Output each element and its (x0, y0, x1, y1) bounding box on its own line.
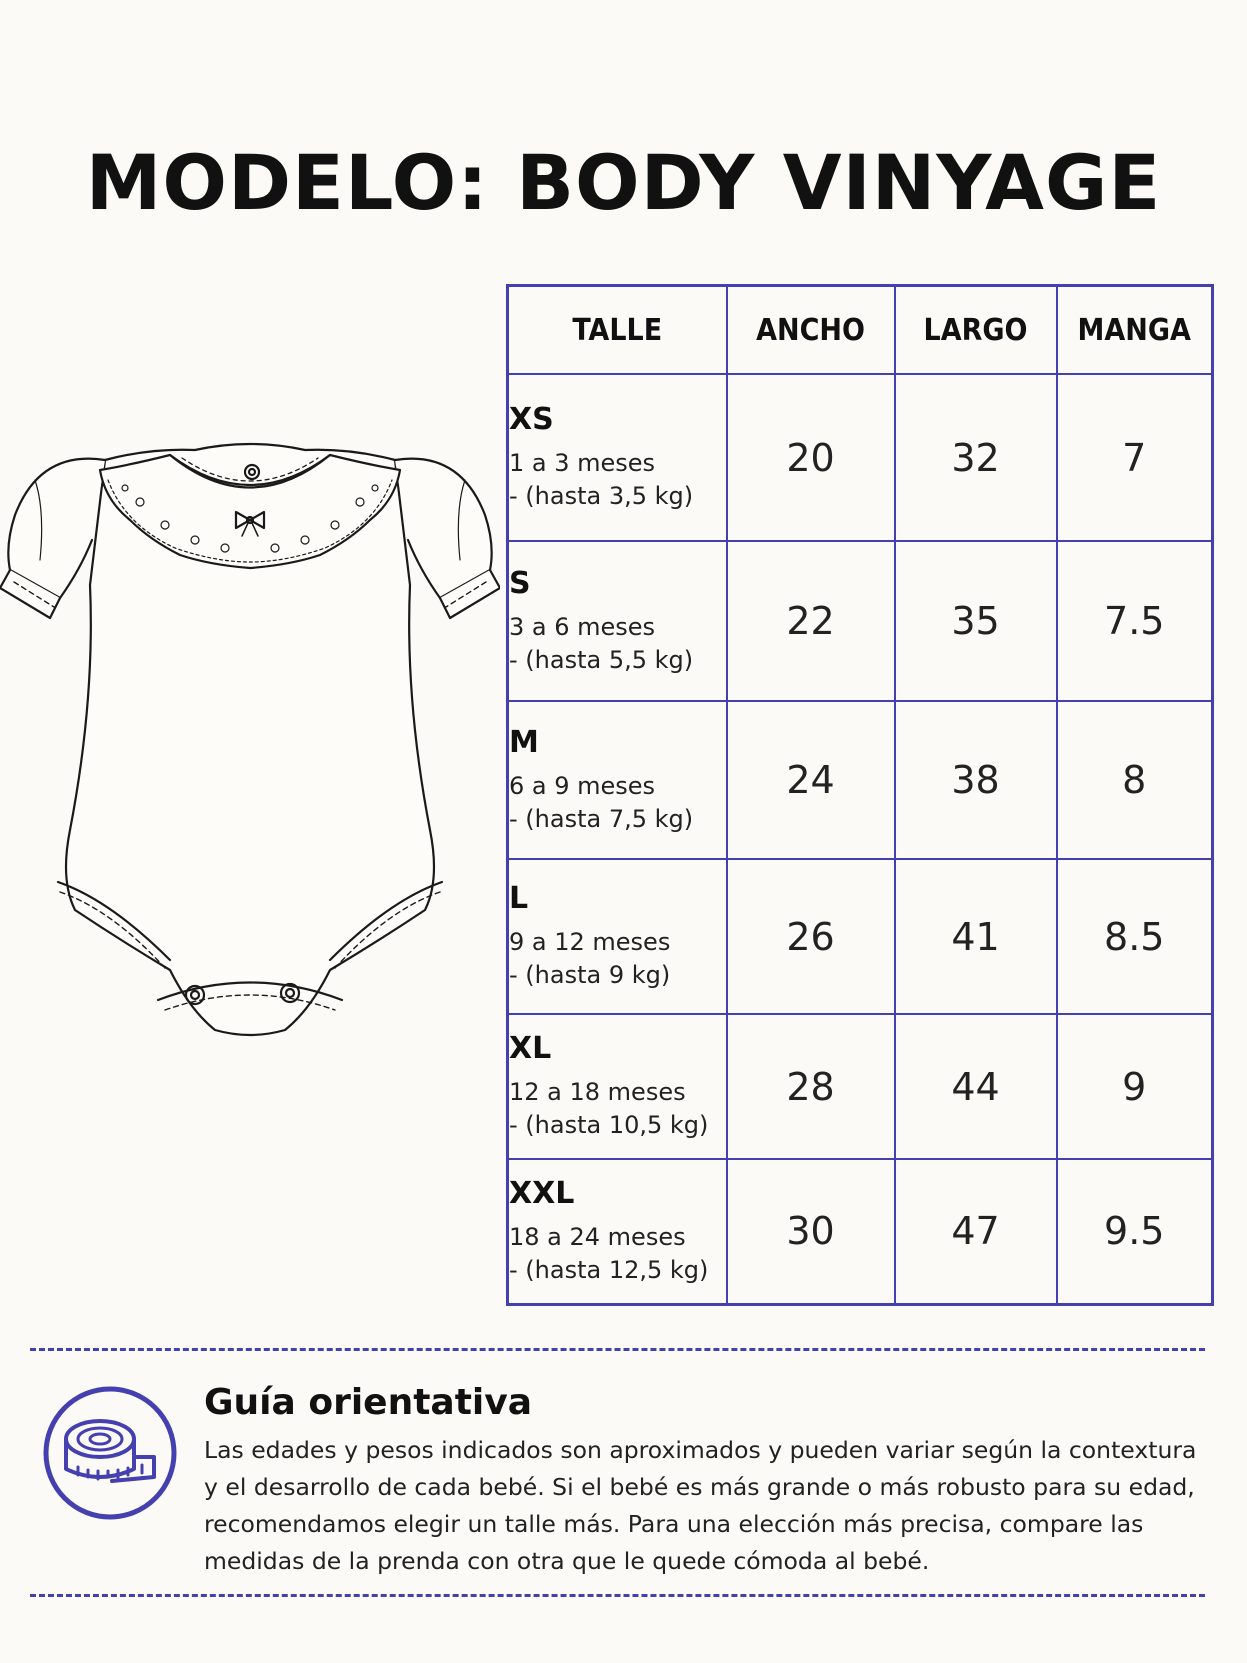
size-weight: - (hasta 5,5 kg) (509, 645, 694, 674)
guide-title: Guía orientativa (204, 1382, 533, 1423)
largo-value: 35 (895, 541, 1057, 701)
size-age: 6 a 9 meses (509, 771, 656, 800)
divider-top (30, 1348, 1205, 1351)
manga-value: 9 (1057, 1014, 1213, 1159)
ancho-value: 30 (727, 1159, 895, 1304)
header-manga: MANGA (1057, 286, 1213, 375)
largo-value: 38 (895, 701, 1057, 859)
size-weight: - (hasta 9 kg) (509, 961, 671, 989)
ancho-value: 22 (727, 541, 895, 701)
ancho-value: 24 (727, 701, 895, 859)
size-cell (508, 541, 727, 701)
ancho-value: 28 (727, 1014, 895, 1159)
header-largo: LARGO (895, 286, 1057, 375)
size-code: S (509, 565, 531, 601)
size-age: 1 a 3 meses (509, 449, 656, 477)
size-weight: - (hasta 12,5 kg) (509, 1255, 709, 1284)
manga-value: 7 (1057, 374, 1213, 541)
manga-value: 8.5 (1057, 859, 1213, 1014)
table-row (508, 701, 1213, 859)
table-row (508, 374, 1213, 541)
table-header-row (508, 286, 1213, 375)
size-cell (508, 701, 727, 859)
ancho-value: 26 (727, 859, 895, 1014)
table-row (508, 541, 1213, 701)
size-cell (508, 859, 727, 1014)
header-ancho: ANCHO (727, 286, 895, 375)
size-weight: - (hasta 7,5 kg) (509, 804, 694, 833)
guide-text: Las edades y pesos indicados son aproximados y pueden variar según la contextura y el desarrollo de cada bebé. Si el bebé es más grande o más robusto para su edad, recomendamos elegir un talle más. Para una elección más precisa, compare las medidas de la prenda con otra que le quede cómoda al bebé. (204, 1436, 1197, 1575)
table-row (508, 1014, 1213, 1159)
size-cell (508, 1159, 727, 1304)
largo-value: 47 (895, 1159, 1057, 1304)
page-title: MODELO: BODY VINYAGE (85, 138, 1162, 227)
header-talle: TALLE (508, 286, 727, 375)
size-age: 12 a 18 meses (509, 1078, 686, 1106)
measuring-tape-icon (42, 1385, 178, 1521)
manga-value: 7.5 (1057, 541, 1213, 701)
size-age: 3 a 6 meses (509, 612, 656, 641)
largo-value: 32 (895, 374, 1057, 541)
size-age: 18 a 24 meses (509, 1222, 686, 1251)
manga-value: 8 (1057, 701, 1213, 859)
size-weight: - (hasta 3,5 kg) (509, 482, 694, 510)
size-weight: - (hasta 10,5 kg) (509, 1111, 709, 1139)
size-cell (508, 1014, 727, 1159)
manga-value: 9.5 (1057, 1159, 1213, 1304)
size-code: L (509, 881, 529, 916)
size-chart-table (506, 284, 1214, 1306)
size-code: XL (509, 1031, 552, 1066)
size-code: XXL (509, 1175, 575, 1211)
size-code: XS (509, 402, 554, 437)
largo-value: 41 (895, 859, 1057, 1014)
divider-bottom (30, 1594, 1205, 1597)
size-code: M (509, 724, 539, 760)
size-cell (508, 374, 727, 541)
largo-value: 44 (895, 1014, 1057, 1159)
table-row (508, 859, 1213, 1014)
baby-bodysuit-illustration (0, 440, 500, 1120)
table-row (508, 1159, 1213, 1304)
ancho-value: 20 (727, 374, 895, 541)
size-age: 9 a 12 meses (509, 928, 671, 956)
